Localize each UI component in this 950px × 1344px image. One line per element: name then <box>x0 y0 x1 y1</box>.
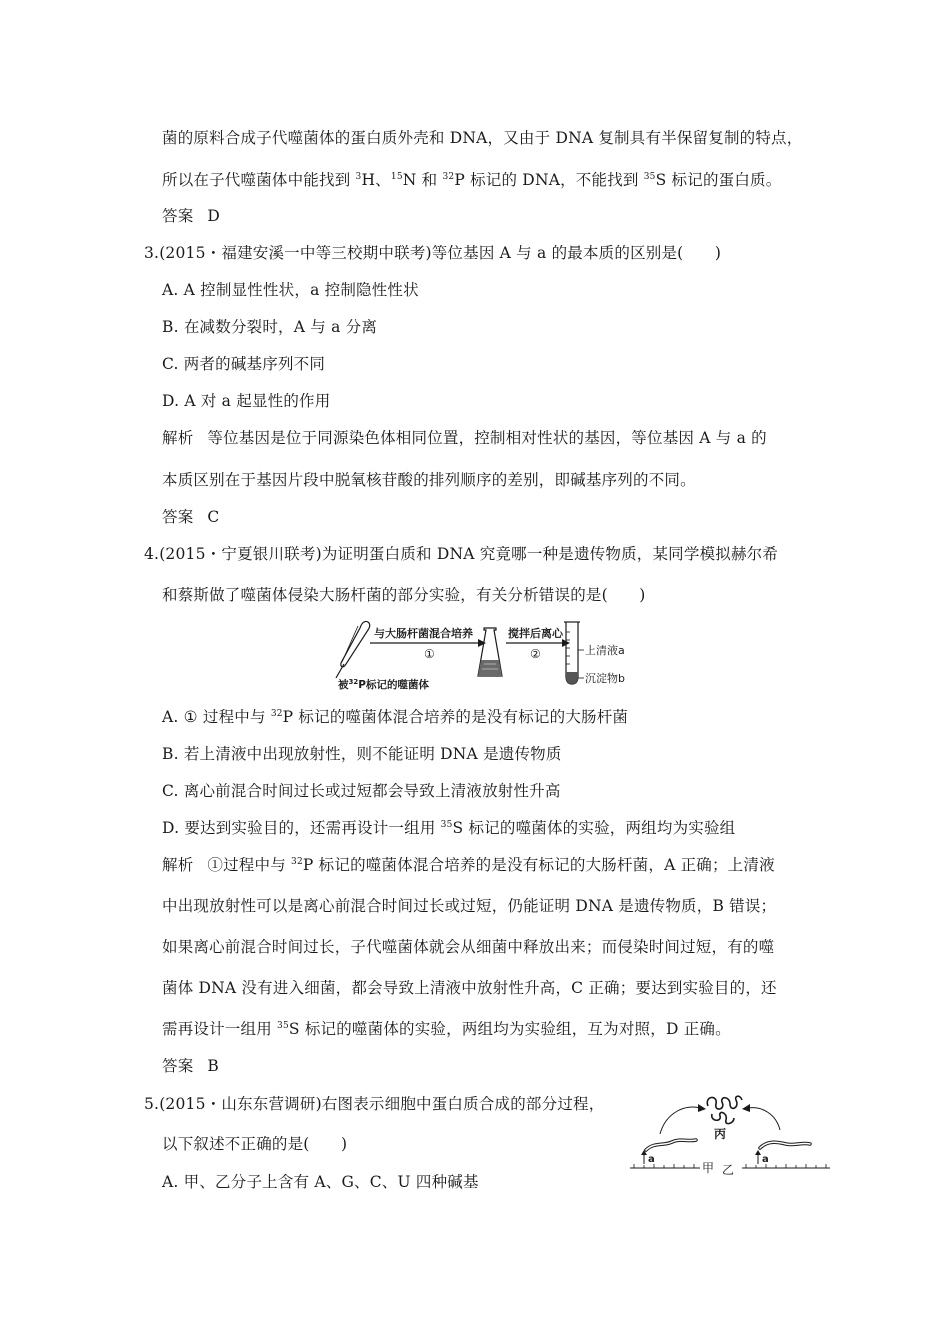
question-stem: 以下叙述不正确的是( ) <box>162 1135 348 1153</box>
supernatant-label: 上清液a <box>585 644 625 657</box>
option-d: D. A 对 a 起显性的作用 <box>162 392 331 410</box>
question-stem: 4.(2015・宁夏银川联考)为证明蛋白质和 DNA 究竟哪一种是遗传物质，某同学模拟赫尔希 <box>144 545 779 563</box>
question-stem: 和蔡斯做了噬菌体侵染大肠杆菌的部分实验，有关分析错误的是( ) <box>162 586 646 604</box>
right-up-arrowhead <box>755 1150 761 1155</box>
option-c: C. 两者的碱基序列不同 <box>162 355 326 373</box>
a-label-left: a <box>648 1154 655 1165</box>
pipette-icon <box>336 621 370 678</box>
right-curved-arrow <box>748 1108 780 1130</box>
question-stem: 3.(2015・福建安溪一中等三校期中联考)等位基因 A 与 a 的最本质的区别是( ) <box>144 244 722 262</box>
step1-label: 与大肠杆菌混合培养 <box>374 627 473 640</box>
answer-line: 答案 B <box>162 1057 219 1075</box>
sediment-label: 沉淀物b <box>585 672 625 685</box>
analysis-line: 需再设计一组用 $^{35}$S 标记的噬菌体的实验，两组均为实验组，互为对照，D 正确。 <box>162 1020 731 1038</box>
analysis-line: 解析 ①过程中与 $^{32}$P 标记的噬菌体混合培养的是没有标记的大肠杆菌，A 正确；上清液 <box>162 856 775 874</box>
analysis-line: 中出现放射性可以是离心前混合时间过长或过短，仍能证明 DNA 是遗传物质，B 错误； <box>162 897 777 915</box>
step1-num: ① <box>424 647 435 661</box>
option-b: B. 在减数分裂时，A 与 a 分离 <box>162 318 378 336</box>
option-c: C. 离心前混合时间过长或过短都会导致上清液放射性升高 <box>162 782 561 800</box>
protein-synthesis-figure <box>630 1092 830 1176</box>
step2-label: 搅拌后离心 <box>508 627 563 640</box>
a-label-right: a <box>762 1154 769 1165</box>
left-curved-arrow <box>660 1107 700 1134</box>
folded-protein-icon <box>707 1096 742 1123</box>
answer-line: 答案 D <box>162 207 221 225</box>
answer-line: 答案 C <box>162 508 220 526</box>
option-a: A. 甲、乙分子上含有 A、G、C、U 四种碱基 <box>162 1173 479 1191</box>
analysis-line: 如果离心前混合时间过长，子代噬菌体就会从细菌中释放出来；而侵染时间过短，有的噬 <box>162 938 775 956</box>
bing-label: 丙 <box>714 1127 727 1141</box>
phage-experiment-figure <box>334 618 634 690</box>
option-a: A. ① 过程中与 $^{32}$P 标记的噬菌体混合培养的是没有标记的大肠杆菌 <box>162 708 629 726</box>
left-arrowhead <box>698 1104 706 1112</box>
option-b: B. 若上清液中出现放射性，则不能证明 DNA 是遗传物质 <box>162 745 562 763</box>
analysis-line: 菌体 DNA 没有进入细菌，都会导致上清液中放射性升高，C 正确；要达到实验目的，还 <box>162 979 777 997</box>
flask-icon <box>478 628 502 676</box>
jia-label: 甲 <box>702 1161 715 1175</box>
phage-caption: 被$^{32}$P标记的噬菌体 <box>338 678 429 690</box>
option-d: D. 要达到实验目的，还需再设计一组用 $^{35}$S 标记的噬菌体的实验，两组均为实验组 <box>162 819 736 837</box>
right-arrowhead <box>742 1104 750 1112</box>
option-a: A. A 控制显性性状，a 控制隐性性状 <box>162 281 419 299</box>
analysis-line: 解析 等位基因是位于同源染色体相同位置，控制相对性状的基因，等位基因 A 与 a 的 <box>162 429 767 447</box>
text-line: 菌的原料合成子代噬菌体的蛋白质外壳和 DNA，又由于 DNA 复制具有半保留复制的特点， <box>162 129 803 147</box>
analysis-line: 本质区别在于基因片段中脱氧核苷酸的排列顺序的差别，即碱基序列的不同。 <box>162 471 696 489</box>
yi-label: 乙 <box>722 1163 735 1176</box>
test-tube-icon <box>564 622 580 684</box>
text-line: 所以在子代噬菌体中能找到 $^3$H、$^{15}$N 和 $^{32}$P 标记的 DNA，不能找到 $^{35}$S 标记的蛋白质。 <box>162 171 782 189</box>
question-stem: 5.(2015・山东东营调研)右图表示细胞中蛋白质合成的部分过程， <box>144 1095 605 1113</box>
step2-num: ② <box>530 647 541 661</box>
